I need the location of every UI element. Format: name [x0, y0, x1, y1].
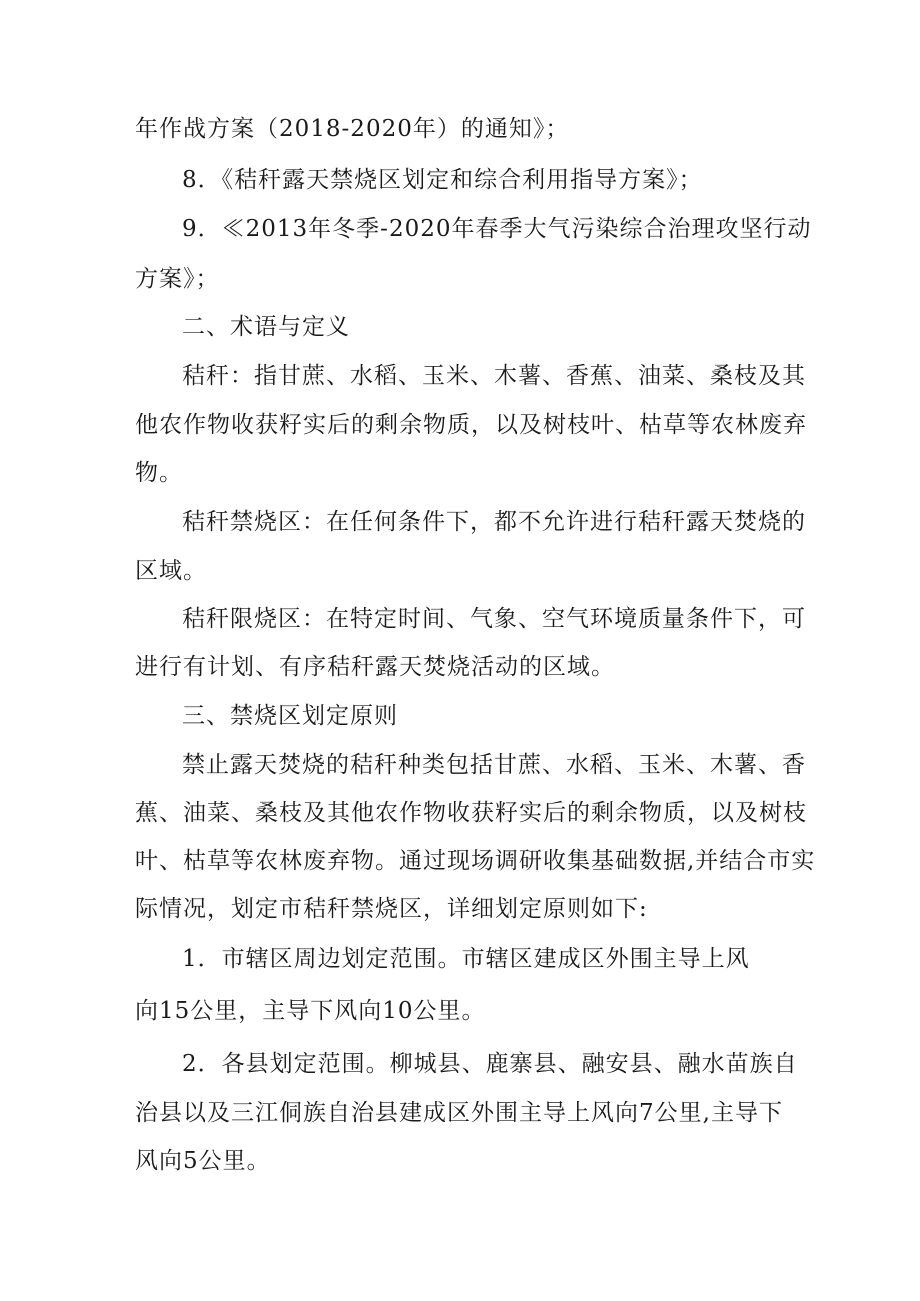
definition-straw: 秸秆：指甘蔗、水稻、玉米、木薯、香蕉、油菜、桑枝及其 — [182, 363, 806, 389]
text-line: 治县以及三江侗族自治县建成区外围主导上风向7公里,主导下 — [135, 1100, 783, 1126]
text-line: 向15公里，主导下风向10公里。 — [135, 998, 486, 1024]
text-line: 物。 — [135, 460, 183, 486]
list-item-9: 9．≪2013年冬季-2020年春季大气污染综合治理攻坚行动 — [182, 216, 812, 242]
text-line: 年作战方案（2018-2020年）的通知》； — [135, 116, 570, 142]
text-line: 风向5公里。 — [135, 1148, 271, 1174]
definition-ban-zone: 秸秆禁烧区：在任何条件下，都不允许进行秸秆露天焚烧的 — [182, 509, 806, 535]
text-line: 进行有计划、有序秸秆露天焚烧活动的区域。 — [135, 654, 615, 680]
section-heading-3: 三、禁烧区划定原则 — [182, 703, 398, 729]
text-line: 蕉、油菜、桑枝及其他农作物收获籽实后的剩余物质，以及树枝 — [135, 800, 807, 826]
paragraph-principles: 禁止露天焚烧的秸秆种类包括甘蔗、水稻、玉米、木薯、香 — [182, 752, 806, 778]
list-item-8: 8．《秸秆露天禁烧区划定和综合利用指导方案》； — [182, 167, 703, 193]
text-line: 际情况，划定市秸秆禁烧区，详细划定原则如下: — [135, 896, 648, 922]
text-line: 他农作物收获籽实后的剩余物质，以及树枝叶、枯草等农林废弃 — [135, 412, 807, 438]
list-item-1: 1．市辖区周边划定范围。市辖区建成区外围主导上风 — [182, 946, 750, 972]
text-line: 区域。 — [135, 558, 207, 584]
text-line: 叶、枯草等农林废弃物。通过现场调研收集基础数据,并结合市实 — [135, 848, 816, 874]
section-heading-2: 二、术语与定义 — [182, 314, 350, 340]
definition-limit-zone: 秸秆限烧区：在特定时间、气象、空气环境质量条件下，可 — [182, 606, 806, 632]
list-item-2: 2．各县划定范围。柳城县、鹿寨县、融安县、融水苗族自 — [182, 1051, 798, 1077]
text-line: 方案》； — [135, 266, 220, 292]
